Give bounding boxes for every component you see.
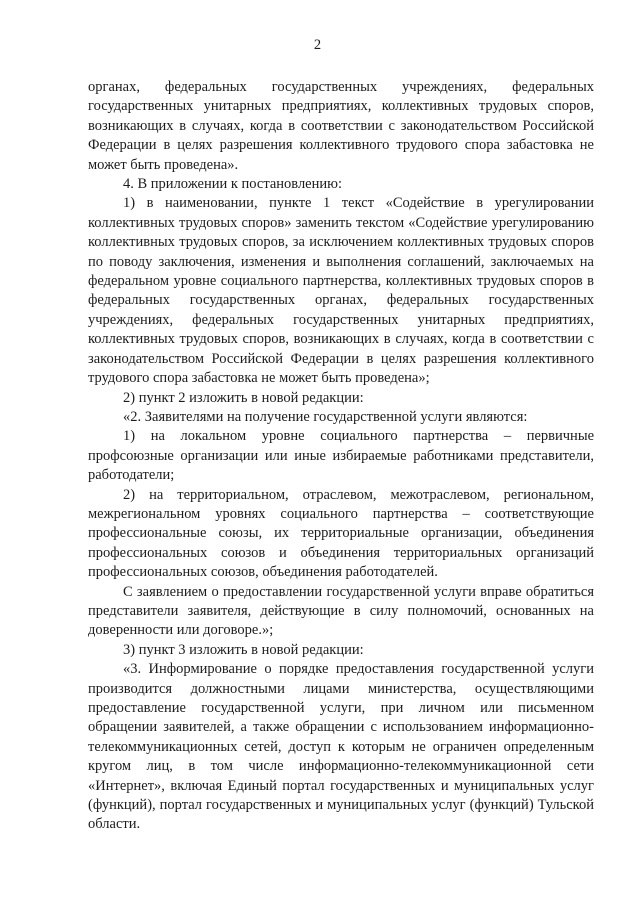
paragraph-clause-3: «3. Информирование о порядке предоставления государственной услуги производится должностными лицами министерства, осуществляющими предоставление государственной услуги, при личном или письменном обращении заявителей, а также обращении с использованием информационно-телекоммуникационных сетей, доступ к которым не ограничен определенным кругом лиц, в том числе информационно-телекоммуникационной сети «Интернет», включая Единый портал государственных и муниципальных услуг (функций), портал государственных и муниципальных услуг (функций) Тульской области.	[88, 661, 594, 833]
paragraph-clause-2-2: 2) на территориальном, отраслевом, межотраслевом, региональном, межрегиональном уровнях социального партнерства – соответствующие профессиональные союзы, их территориальные организации, объединения профессиональных союзов и объединения территориальных организаций профессиональных союзов, объединения работодателей.	[88, 486, 594, 581]
paragraph-clause-2: «2. Заявителями на получение государственной услуги являются:	[123, 408, 528, 425]
page-number: 2	[313, 37, 322, 53]
paragraph-subitem-1: 1) в наименовании, пункте 1 текст «Содействие в урегулировании коллективных трудовых споров» заменить текстом «Содействие урегулированию коллективных трудовых споров, за исключением коллективных трудовых споров по поводу заключения, изменения и выполнения соглашений, заключаемых на федеральном уровне социального партнерства, коллективных трудовых споров в федеральных государственных органах, федеральных государственных учреждениях, федеральных государственных унитарных предприятиях, коллективных трудовых споров, возникающих в случаях, когда в соответствии с законодательством Российской Федерации в целях разрешения коллективного трудового спора забастовка не может быть проведена»;	[88, 195, 594, 387]
paragraph-subitem-2: 2) пункт 2 изложить в новой редакции:	[123, 389, 364, 406]
document-body	[88, 78, 594, 835]
paragraph-item-4: 4. В приложении к постановлению:	[123, 176, 343, 193]
paragraph-clause-2-1: 1) на локальном уровне социального партнерства – первичные профсоюзные организации или иные избираемые работниками представители, работодатели;	[88, 428, 594, 484]
paragraph-subitem-3: 3) пункт 3 изложить в новой редакции:	[123, 641, 364, 658]
paragraph-continuation: органах, федеральных государственных учреждениях, федеральных государственных унитарных предприятиях, коллективных трудовых споров, возникающих в случаях, когда в соответствии с законодательством Российской Федерации в целях разрешения коллективного трудового спора забастовка не может быть проведена».	[88, 79, 594, 173]
paragraph-representatives: С заявлением о предоставлении государственной услуги вправе обратиться представители заявителя, действующие в силу полномочий, основанных на доверенности или договоре.»;	[88, 583, 594, 639]
